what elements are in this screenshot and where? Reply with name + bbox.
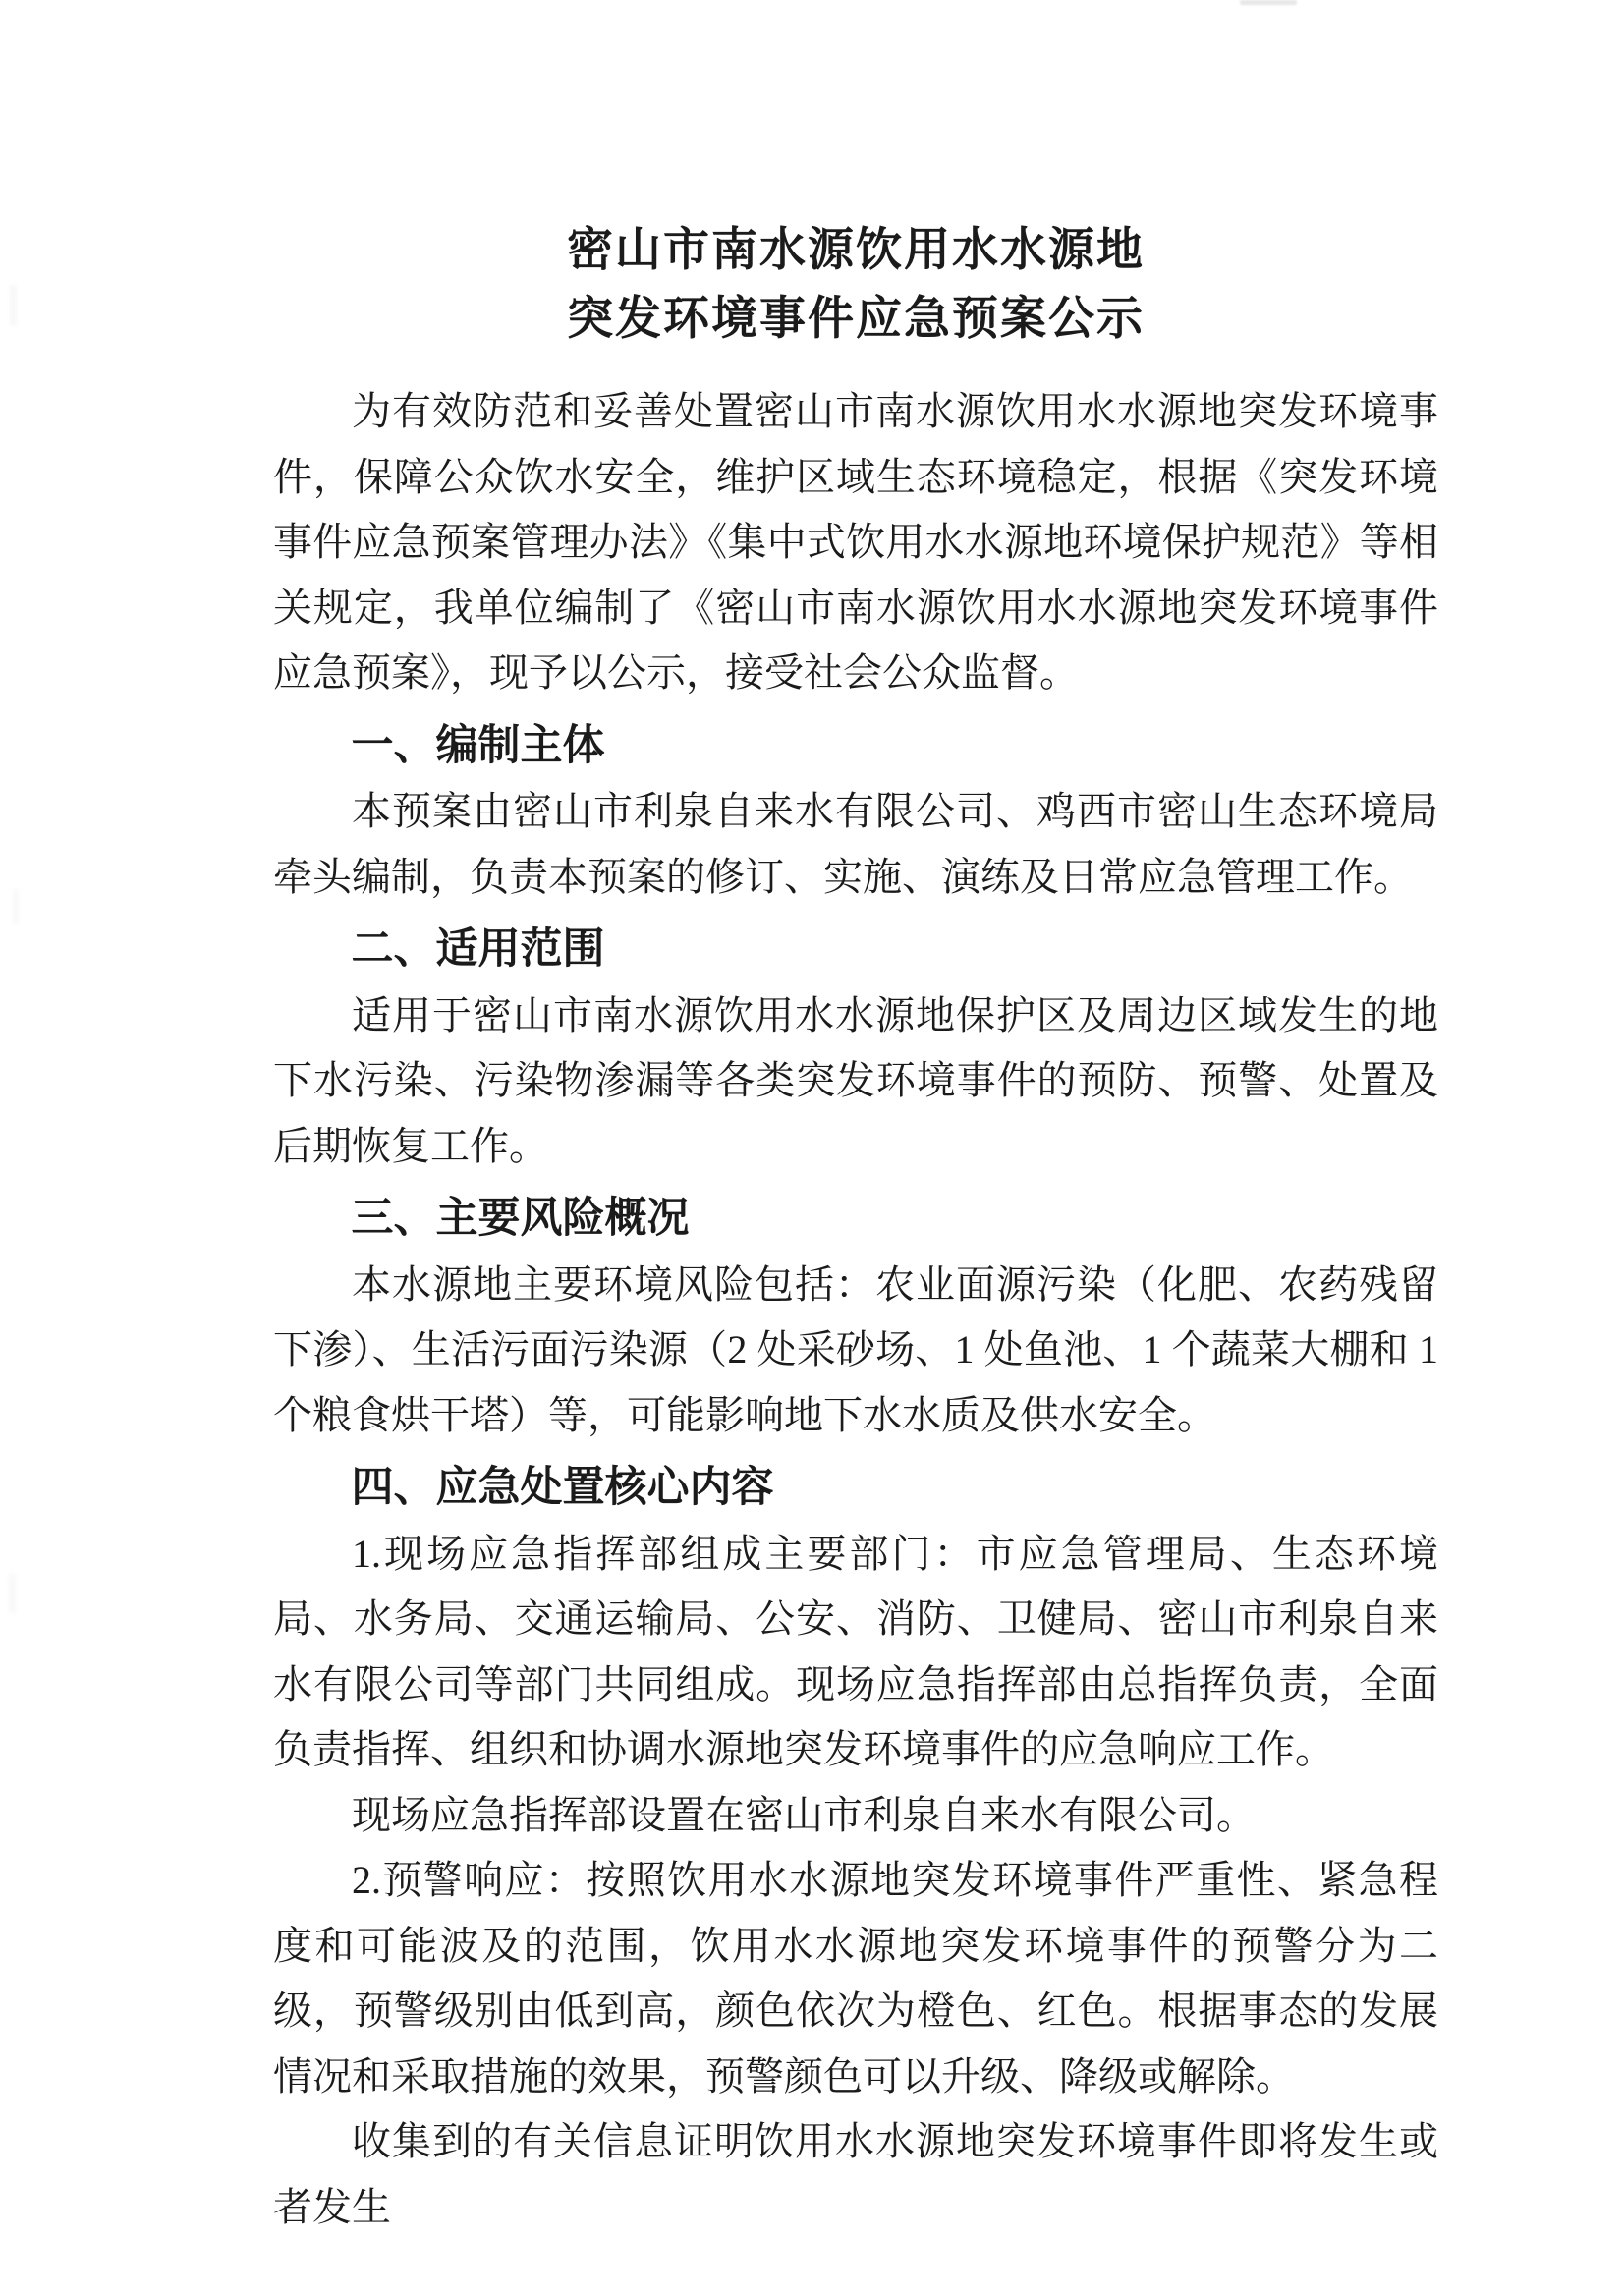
scan-artifact — [10, 285, 17, 326]
section-4-paragraph-2: 现场应急指挥部设置在密山市利泉自来水有限公司。 — [352, 1792, 1256, 1837]
section-heading-3: 三、主要风险概况 — [351, 1196, 690, 1242]
section-4-paragraph-4: 收集到的有关信息证明饮用水水源地突发环境事件即将发生或者发生 — [273, 2119, 1438, 2229]
section-4-paragraph-3: 2.预警响应：按照饮用水水源地突发环境事件严重性、紧急程度和可能波及的范围，饮用水水源地突发环境事件的预警分为二级，预警级别由低到高，颜色依次为橙色、红色。根据事态的发展情况和采取措施的效果，预警颜色可以升级、降级或解除。 — [273, 1858, 1438, 2099]
section-3-paragraph: 本水源地主要环境风险包括：农业面源污染（化肥、农药残留下渗）、生活污面污染源（2 处采砂场、1 处鱼池、1 个蔬菜大棚和 1 个粮食烘干塔）等，可能影响地下水水质及供水安全。 — [273, 1261, 1438, 1437]
document-body — [273, 379, 1438, 2240]
intro-paragraph: 为有效防范和妥善处置密山市南水源饮用水水源地突发环境事件，保障公众饮水安全，维护区域生态环境稳定，根据《突发环境事件应急预案管理办法》《集中式饮用水水源地环境保护规范》等相关规定，我单位编制了《密山市南水源饮用水水源地突发环境事件应急预案》，现予以公示，接受社会公众监督。 — [273, 389, 1438, 695]
scan-artifact — [1240, 0, 1297, 5]
scan-artifact — [9, 1574, 16, 1613]
section-2-paragraph: 适用于密山市南水源饮用水水源地保护区及周边区域发生的地下水污染、污染物渗漏等各类突发环境事件的预防、预警、处置及后期恢复工作。 — [273, 992, 1438, 1168]
document-title-line-2: 突发环境事件应急预案公示 — [567, 294, 1145, 345]
scan-artifact — [13, 889, 19, 924]
section-4-paragraph-1: 1.现场应急指挥部组成主要部门：市应急管理局、生态环境局、水务局、交通运输局、公安、消防、卫健局、密山市利泉自来水有限公司等部门共同组成。现场应急指挥部由总指挥负责，全面负责指挥、组织和协调水源地突发环境事件的应急响应工作。 — [273, 1531, 1438, 1771]
section-1-paragraph: 本预案由密山市利泉自来水有限公司、鸡西市密山生态环境局牵头编制，负责本预案的修订、实施、演练及日常应急管理工作。 — [273, 789, 1438, 899]
document-title-line-1: 密山市南水源饮用水水源地 — [567, 225, 1145, 276]
document-content — [273, 216, 1438, 2240]
section-heading-4: 四、应急处置核心内容 — [351, 1465, 774, 1511]
section-heading-1: 一、编制主体 — [351, 722, 605, 769]
section-heading-2: 二、适用范围 — [351, 926, 605, 973]
